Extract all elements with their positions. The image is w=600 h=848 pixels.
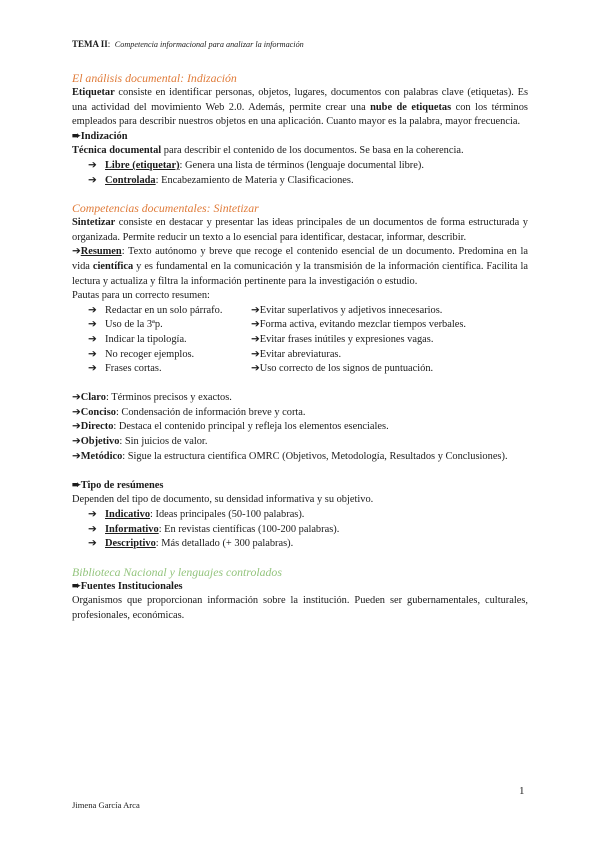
author-name: Jimena García Arca	[72, 800, 140, 810]
arrow-icon: ➔	[88, 159, 97, 171]
arrow-icon: ➔	[251, 319, 260, 331]
list-item: ➔Evitar abreviaturas.	[251, 348, 342, 360]
arrow-icon: ➔	[72, 246, 81, 258]
list-item: ➔ Descriptivo: Más detallado (+ 300 palabras).	[72, 537, 528, 552]
header-tema: TEMA II	[72, 39, 108, 49]
pautas-column-right	[251, 304, 466, 377]
pautas-columns	[88, 304, 528, 377]
list-item: ➔ No recoger ejemplos.	[88, 348, 251, 363]
pautas-column-left	[88, 304, 251, 377]
section-title-biblioteca: Biblioteca Nacional y lenguajes controlados	[72, 564, 282, 579]
arrow-icon: ➔	[88, 348, 97, 360]
arrow-icon: ➔	[88, 538, 97, 550]
resumen-types-list	[72, 508, 528, 552]
subheading-fuentes: ➨Fuentes Institucionales	[72, 580, 183, 592]
arrow-icon: ➔	[251, 363, 260, 375]
header-subtitle: Competencia informacional para analizar la información	[114, 40, 304, 49]
arrow-icon: ➔	[72, 392, 81, 404]
arrow-icon: ➔	[88, 523, 97, 535]
list-item: ➔ Frases cortas.	[88, 362, 251, 377]
arrow-icon: ➔	[88, 174, 97, 186]
section-title-sintetizar: Competencias documentales: Sintetizar	[72, 201, 259, 216]
list-item: ➔Uso correcto de los signos de puntuación.	[251, 363, 434, 375]
arrow-icon: ➔	[72, 421, 81, 433]
list-item: ➔ Uso de la 3ªp.	[88, 318, 251, 333]
list-item: ➔ Redactar en un solo párrafo.	[88, 304, 251, 319]
list-item: ➔ Informativo: En revistas científicas (100-200 palabras).	[72, 523, 528, 538]
page-header: TEMA II: Competencia informacional para analizar la información	[72, 39, 304, 49]
arrow-icon: ➔	[88, 363, 97, 375]
arrow-icon: ➔	[88, 319, 97, 331]
indizacion-types-list	[72, 159, 528, 188]
arrow-icon: ➔	[88, 333, 97, 345]
arrow-icon: ➔	[72, 436, 81, 448]
list-item: ➔Evitar frases inútiles y expresiones vagas.	[251, 333, 434, 345]
arrow-icon: ➔	[251, 348, 260, 360]
section-title-indizacion: El análisis documental: Indización	[72, 71, 237, 85]
list-item: ➔ Libre (etiquetar): Genera una lista de términos (lenguaje documental libre).	[72, 159, 528, 174]
paragraph-sintetizar: Sintetizar consiste en destacar y presentar las ideas principales de un documentos de forma estructurada y organizada. Permite reducir un texto a lo esencial para identificar, destacar, informar, describir.	[72, 217, 528, 243]
list-item: ➔ Controlada: Encabezamiento de Materia y Clasificaciones.	[72, 174, 528, 189]
list-item: ➔ Indicar la tipología.	[88, 333, 251, 348]
paragraph-resumen: ➔Resumen: Texto autónomo y breve que recoge el contenido esencial de un documento. Predomina en la vida científica y es fundamental en la comunicación y la transmisión de la información científica. Facilita la lectura y actualiza y filtra la información pertinente para la investigación o estudio.	[72, 246, 528, 287]
list-item: ➔Conciso: Condensación de información breve y corta.	[72, 406, 306, 418]
paragraph-tecnica-documental: Técnica documental para describir el contenido de los documentos. Se basa en la coherencia.	[72, 145, 464, 157]
arrow-icon: ➔	[251, 333, 260, 345]
paragraph-organismos: Organismos que proporcionan información sobre la institución. Pueden ser gubernamentales, culturales, profesionales, económicas.	[72, 595, 528, 621]
list-item: ➔Evitar superlativos y adjetivos innecesarios.	[251, 304, 443, 316]
list-item: ➔Metódico: Sigue la estructura científica OMRC (Objetivos, Metodología, Resultados y Conclusiones).	[72, 450, 508, 462]
subheading-indizacion: ➨Indización	[72, 130, 128, 142]
subheading-tipo-resumenes: ➨Tipo de resúmenes	[72, 479, 164, 491]
arrow-icon: ➔	[72, 406, 81, 418]
list-item: ➔Forma activa, evitando mezclar tiempos verbales.	[251, 319, 467, 331]
arrow-icon: ➔	[88, 509, 97, 521]
pautas-label: Pautas para un correcto resumen:	[72, 290, 210, 302]
page-number: 1	[519, 785, 525, 797]
document-body	[72, 70, 528, 624]
paragraph-etiquetar: Etiquetar consiste en identificar personas, objetos, lugares, documentos con palabras clave (etiquetas). Es una actividad del movimiento Web 2.0. Además, permite crear una nube de etiquetas con los términos empleados para describir nuestros objetos en una aplicación. Cuanto mayor es la palabra, mayor frecuencia.	[72, 87, 528, 128]
arrow-icon: ➔	[72, 450, 81, 462]
list-item: ➔Objetivo: Sin juicios de valor.	[72, 436, 208, 448]
arrow-icon: ➔	[251, 304, 260, 316]
paragraph-tipos: Dependen del tipo de documento, su densidad informativa y su objetivo.	[72, 494, 374, 506]
quality-list	[72, 391, 528, 464]
arrow-icon: ➔	[88, 304, 97, 316]
list-item: ➔Directo: Destaca el contenido principal y refleja los elementos esenciales.	[72, 421, 389, 433]
list-item: ➔ Indicativo: Ideas principales (50-100 palabras).	[72, 508, 528, 523]
list-item: ➔Claro: Términos precisos y exactos.	[72, 392, 232, 404]
